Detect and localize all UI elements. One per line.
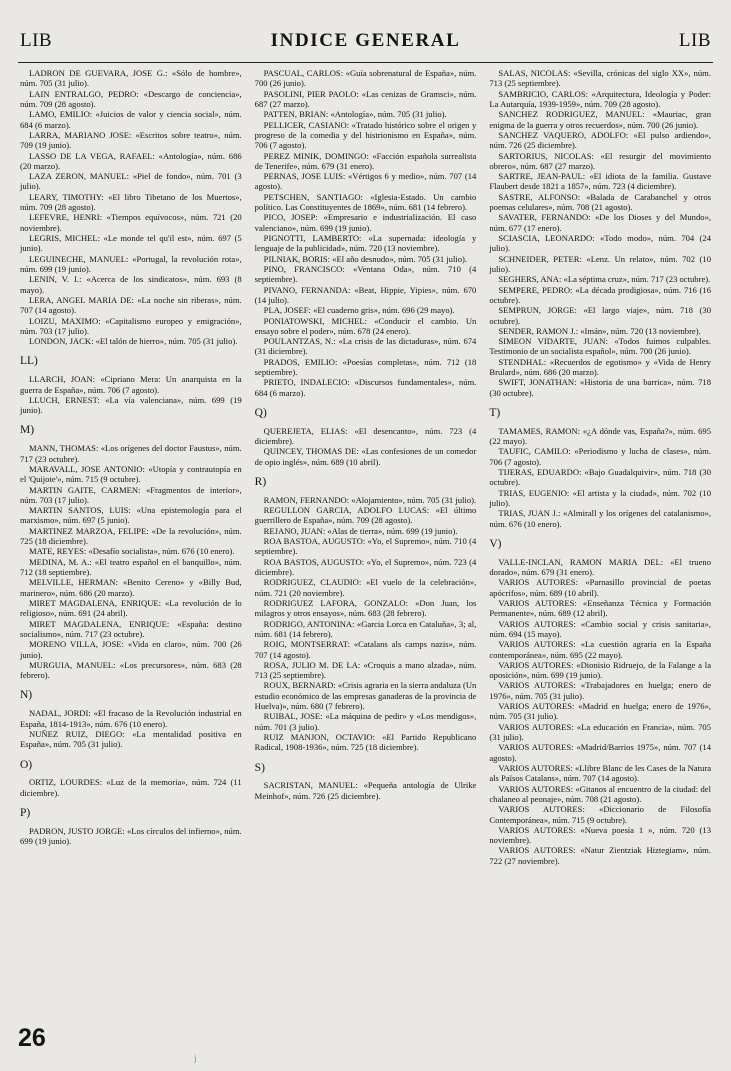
index-entry: SWIFT, JONATHAN: «Historia de una barrica», núm. 718 (30 octubre). bbox=[489, 377, 712, 398]
index-entry: ROUX, BERNARD: «Crisis agraria en la sierra andaluza (Un estudio económico de las empresas ganaderas de la provincia de Huelva)», núm. 680 (7 febrero). bbox=[254, 680, 477, 712]
index-entry: LEFEVRE, HENRI: «Tiempos equívocos», núm. 721 (20 noviembre). bbox=[20, 212, 242, 233]
index-entry: LAMO, EMILIO: «Juicios de valor y ciencia social», núm. 684 (6 marzo). bbox=[20, 109, 242, 130]
index-entry: RODRIGUEZ, CLAUDIO: «El vuelo de la celebración», núm. 721 (20 noviembre). bbox=[254, 577, 477, 598]
index-entry: PIGNOTTI, LAMBERTO: «La supernada: ideología y lenguaje de la publicidad», núm. 720 (13 noviembre). bbox=[254, 233, 477, 254]
index-entry: TRIAS, EUGENIO: «El artista y la ciudad», núm. 702 (10 julio). bbox=[489, 487, 712, 508]
index-entry: TRIAS, JUAN J.: «Almirall y los orígenes del catalanismo», núm. 676 (10 enero). bbox=[489, 508, 712, 529]
running-head-right: LIB bbox=[678, 30, 711, 51]
index-entry: SEMPRUN, JORGE: «El largo viaje», núm. 718 (30 octubre). bbox=[489, 305, 712, 326]
index-entry: MATE, REYES: «Desafío socialista», núm. 676 (10 enero). bbox=[29, 546, 235, 557]
letter-heading: O) bbox=[20, 758, 33, 771]
index-entry: POULANTZAS, N.: «La crisis de las dictaduras», núm. 674 (31 diciembre). bbox=[254, 336, 477, 357]
index-entry: VARIOS AUTORES: «Cambio social y crisis sanitaria», núm. 694 (15 mayo). bbox=[489, 618, 712, 639]
index-entry: LOIZU, MAXIMO: «Capitalismo europeo y emigración», núm. 703 (17 julio). bbox=[20, 315, 242, 336]
index-entry: PADRON, JUSTO JORGE: «Los círculos del infierno», núm. 699 (19 junio). bbox=[20, 825, 242, 847]
index-entry: SALAS, NICOLAS: «Sevilla, crónicas del siglo XX», núm. 713 (25 septiembre). bbox=[489, 68, 712, 89]
index-entry: MIRET MAGDALENA, ENRIQUE: «La revolución de lo religioso», núm. 691 (24 abril). bbox=[20, 597, 242, 619]
index-entry: VARIOS AUTORES: «La cuestión agraria en la España contemporánea», núm. 695 (22 mayo). bbox=[489, 639, 712, 660]
letter-heading: LL) bbox=[20, 355, 38, 368]
index-entry: PINO, FRANCISCO: «Ventana Oda», núm. 710 (4 septiembre). bbox=[254, 263, 477, 285]
letter-heading: N) bbox=[20, 689, 33, 702]
index-entry: ROIG, MONTSERRAT: «Catalans als camps nazis», núm. 707 (14 agosto). bbox=[254, 639, 477, 660]
index-entry: REGULLON GARCIA, ADOLFO LUCAS: «El último guerrillero de España», núm. 709 (28 agosto). bbox=[254, 505, 477, 526]
index-entry: SENDER, RAMON J.: «Imán», núm. 720 (13 noviembre). bbox=[498, 325, 701, 336]
index-entry: SANCHEZ VAQUERO, ADOLFO: «El pulso ardiendo», núm. 726 (25 diciembre). bbox=[489, 129, 712, 151]
index-entry: PERNAS, JOSE LUIS: «Vértigos 6 y medio», núm. 707 (14 agosto). bbox=[254, 171, 477, 192]
index-entry: MARAVALL, JOSE ANTONIO: «Utopía y contrautopía en el 'Quijote'», núm. 715 (9 octubre). bbox=[20, 463, 242, 485]
letter-heading: S) bbox=[254, 761, 265, 774]
index-entry: SCIASCIA, LEONARDO: «Todo modo», núm. 704 (24 julio). bbox=[489, 233, 712, 254]
index-entry: VARIOS AUTORES: «La educación en Francia», núm. 705 (31 julio). bbox=[489, 721, 712, 743]
letter-heading: R) bbox=[254, 476, 267, 489]
index-columns bbox=[20, 68, 711, 1021]
index-entry: VARIOS AUTORES: «Dionisio Ridruejo, de la Falange a la oposición», núm. 699 (19 junio). bbox=[489, 659, 712, 681]
index-entry: PELLICER, CASIANO: «Tratado histórico sobre el origen y progreso de la comedia y del histrionismo en España», núm. 706 (7 agosto). bbox=[254, 119, 477, 151]
index-entry: SEMPERE, PEDRO: «La década prodigiosa», núm. 716 (16 octubre). bbox=[489, 284, 712, 305]
index-entry: PEREZ MINIK, DOMINGO: «Facción española surrealista de Tenerife», núm. 679 (31 enero). bbox=[254, 150, 477, 171]
index-entry: MARTIN SANTOS, LUIS: «Una epistemología para el marxismo», núm. 697 (5 junio). bbox=[20, 505, 242, 526]
index-entry: PONIATOWSKI, MICHEL: «Conducir el cambio. Un ensayo sobre el poder», núm. 678 (24 enero). bbox=[254, 315, 477, 336]
index-entry: VARIOS AUTORES: «Natur Zientziak Hiztegiam», núm. 722 (27 noviembre). bbox=[489, 845, 712, 866]
index-entry: LAIN ENTRALGO, PEDRO: «Descargo de conciencia», núm. 709 (28 agosto). bbox=[20, 88, 242, 109]
index-entry: LLARCH, JOAN: «Cipriano Mera: Un anarquista en la guerra de España», núm. 706 (7 agosto). bbox=[20, 374, 242, 395]
index-entry: PATTEN, BRIAN: «Antología», núm. 705 (31 julio). bbox=[263, 109, 447, 120]
index-entry: PETSCHEN, SANTIAGO: «Iglesia-Estado. Un cambio político. Las Constituyentes de 1869», núm. 681 (14 febrero). bbox=[254, 191, 477, 213]
index-entry: VARIOS AUTORES: «Gitanos al encuentro de la ciudad: del chalaneo al peonaje», núm. 708 (21 agosto). bbox=[489, 783, 712, 804]
letter-heading: Q) bbox=[254, 407, 267, 419]
index-entry: SANCHEZ RODRIGUEZ, MANUEL: «Mauriac, gran enigma de la guerra y otros recuerdos», núm. 700 (26 junio). bbox=[489, 109, 712, 130]
page-title: INDICE GENERAL bbox=[270, 30, 461, 51]
index-entry: SIMEON VIDARTE, JUAN: «Todos fuimos culpables. Testimonio de un socialista español», núm. 700 (26 junio). bbox=[489, 336, 712, 357]
index-entry: TAUFIC, CAMILO: «Periodismo y lucha de clases», núm. 706 (7 agosto). bbox=[489, 446, 712, 467]
index-entry: LEGRIS, MICHEL: «Le monde tel qu'il est», núm. 697 (5 junio). bbox=[20, 233, 242, 254]
index-entry: SARTRE, JEAN-PAUL: «El idiota de la familia. Gustave Flaubert desde 1821 a 1857», núm. 723 (4 diciembre). bbox=[489, 171, 712, 192]
index-entry: VARIOS AUTORES: «Trabajadores en huelga; enero de 1976», núm. 705 (31 julio). bbox=[489, 680, 712, 701]
index-entry: VARIOS AUTORES: «Nueva poesía 1 », núm. 720 (13 noviembre). bbox=[489, 824, 712, 846]
index-column-3 bbox=[489, 68, 711, 1021]
index-entry: MORENO VILLA, JOSE: «Vida en claro», núm. 700 (26 junio). bbox=[20, 639, 242, 660]
index-entry: QUINCEY, THOMAS DE: «Las confesiones de un comedor de opio inglés», núm. 689 (10 abril). bbox=[254, 446, 477, 467]
page-header bbox=[18, 30, 713, 58]
index-entry: ROA BASTOA, AUGUSTO: «Yo, el Supremo», núm. 710 (4 septiembre). bbox=[254, 536, 477, 557]
letter-heading: M) bbox=[20, 424, 35, 437]
index-entry: LEARY, TIMOTHY: «El libro Tibetano de los Muertos», núm. 709 (28 agosto). bbox=[20, 191, 242, 213]
index-entry: ROSA, JULIO M. DE LA: «Croquis a mano alzada», núm. 713 (25 septiembre). bbox=[254, 659, 477, 681]
index-entry: MURGUIA, MANUEL: «Los precursores», núm. 683 (28 febrero). bbox=[20, 659, 242, 681]
index-entry: SAMBRICIO, CARLOS: «Arquitectura, Ideología y Poder: La Autarquía, 1939-1959», núm. 709 (28 agosto). bbox=[489, 88, 712, 109]
index-column-2 bbox=[255, 68, 477, 1021]
index-entry: MELVILLE, HERMAN: «Benito Cereno» y «Billy Bud, marinero», núm. 686 (20 marzo). bbox=[20, 577, 242, 598]
index-entry: MARTINEZ MARZOA, FELIPE: «De la revolución», núm. 725 (18 diciembre). bbox=[20, 525, 242, 547]
index-entry: PLA, JOSEF: «El cuaderno gris», núm. 696 (29 mayo). bbox=[263, 305, 455, 316]
index-entry: LONDON, JACK: «El talón de hierro», núm. 705 (31 julio). bbox=[29, 336, 238, 347]
index-entry: SCHNEIDER, PETER: «Lenz. Un relato», núm. 702 (10 julio). bbox=[489, 253, 712, 274]
index-column-1 bbox=[20, 68, 242, 1021]
index-entry: VARIOS AUTORES: «Madrid en huelga; enero de 1976», núm. 705 (31 julio). bbox=[489, 701, 712, 722]
index-entry: REJANO, JUAN: «Alas de tierra», núm. 699 (19 junio). bbox=[263, 525, 458, 536]
index-entry: VALLE-INCLAN, RAMON MARIA DEL: «El trueno dorado», núm. 679 (31 enero). bbox=[489, 556, 712, 578]
index-entry: SAVATER, FERNANDO: «De los Dioses y del Mundo», núm. 677 (17 enero). bbox=[489, 212, 712, 233]
letter-heading: V) bbox=[489, 537, 502, 550]
page-number: 26 bbox=[18, 1024, 46, 1052]
index-entry: QUEREJETA, ELIAS: «El desencanto», núm. 723 (4 diciembre). bbox=[254, 425, 477, 447]
index-entry: ORTIZ, LOURDES: «Luz de la memoria», núm. 724 (11 diciembre). bbox=[20, 777, 242, 798]
index-entry: SACRISTAN, MANUEL: «Pequeña antología de Ulrike Meinhof», núm. 726 (25 diciembre). bbox=[254, 780, 477, 801]
index-entry: PICO, JOSEP: «Empresario e industrialización. El caso valenciano», núm. 699 (19 junio). bbox=[254, 212, 477, 233]
index-entry: LARRA, MARIANO JOSE: «Escritos sobre teatro», núm. 709 (19 junio). bbox=[20, 129, 242, 151]
index-entry: RUIZ MANJON, OCTAVIO: «El Partido Republicano Radical, 1908-1936», núm. 725 (18 diciembre). bbox=[254, 732, 477, 753]
index-entry: LENIN, V. I.: «Acerca de los sindicatos», núm. 693 (8 mayo). bbox=[20, 274, 242, 295]
index-entry: PRIETO, INDALECIO: «Discursos fundamentales», núm. 684 (6 marzo). bbox=[254, 377, 477, 398]
index-entry: TAMAMES, RAMON: «¿A dónde vas, España?», núm. 695 (22 mayo). bbox=[489, 425, 712, 447]
letter-heading: P) bbox=[20, 806, 31, 819]
index-entry: VARIOS AUTORES: «Diccionario de Filosofía Contemporánea», núm. 715 (9 octubre). bbox=[489, 804, 712, 825]
index-entry: RAMON, FERNANDO: «Alojamiento», núm. 705 (31 julio). bbox=[263, 494, 477, 505]
index-entry: LERA, ANGEL MARIA DE: «La noche sin riberas», núm. 707 (14 agosto). bbox=[20, 294, 242, 316]
index-entry: TIJERAS, EDUARDO: «Bajo Guadalquivir», núm. 718 (30 octubre). bbox=[489, 467, 712, 488]
index-entry: NUÑEZ RUIZ, DIEGO: «La mentalidad positiva en España», núm. 705 (31 julio). bbox=[20, 728, 242, 750]
index-entry: RODRIGO, ANTONINA: «Garcia Lorca en Cataluña», 3; al, núm. 681 (14 febrero). bbox=[254, 618, 477, 639]
index-entry: PASOLINI, PIER PAOLO: «Las cenizas de Gramsci», núm. 687 (27 marzo). bbox=[254, 88, 477, 109]
index-entry: LEGUINECHE, MANUEL: «Portugal, la revolución rota», núm. 699 (19 junio). bbox=[20, 253, 242, 274]
index-entry: MEDINA, M. A.: «El teatro español en el banquillo», núm. 712 (18 septiembre). bbox=[20, 556, 242, 578]
index-entry: RODRIGUEZ LAFORA, GONZALO: «Don Juan, los milagros y otros ensayos», núm. 683 (28 febrero). bbox=[254, 597, 477, 619]
index-entry: LASSO DE LA VEGA, RAFAEL: «Antología», núm. 686 (20 marzo). bbox=[20, 150, 242, 171]
index-entry: SEGHERS, ANA: «La séptima cruz», núm. 717 (23 octubre). bbox=[498, 274, 711, 285]
index-entry: VARIOS AUTORES: «Parnasillo provincial de poetas apócrifos», núm. 689 (10 abril). bbox=[489, 577, 712, 598]
index-entry: ROA BASTOS, AUGUSTO: «Yo, el Supremo», núm. 723 (4 diciembre). bbox=[254, 556, 477, 578]
index-entry: PRADOS, EMILIO: «Poesías completas», núm. 712 (18 septiembre). bbox=[254, 356, 477, 378]
index-entry: VARIOS AUTORES: «Llibre Blanc de les Cases de la Natura als Països Catalans», núm. 707 (14 agosto). bbox=[489, 762, 712, 784]
letter-heading: T) bbox=[489, 407, 501, 419]
index-entry: MIRET MAGDALENA, ENRIQUE: «España: destino socialismo», núm. 717 (23 octubre). bbox=[20, 618, 242, 639]
index-entry: LADRON DE GUEVARA, JOSE G.: «Sólo de hombre», núm. 705 (31 julio). bbox=[20, 68, 242, 89]
index-entry: PIVANO, FERNANDA: «Beat, Hippie, Yipies», núm. 670 (14 julio). bbox=[254, 284, 477, 305]
index-entry: PILNIAK, BORIS: «El año desnudo», núm. 705 (31 julio). bbox=[263, 253, 468, 264]
index-entry: VARIOS AUTORES: «Enseñanza Técnica y Formación Permanente», núm. 689 (12 abril). bbox=[489, 597, 712, 619]
index-entry: LAZA ZERON, MANUEL: «Piel de fondo», núm. 701 (3 julio). bbox=[20, 171, 242, 192]
index-entry: NADAL, JORDI: «El fracaso de la Revolución industrial en España, 1814-1913», núm. 676 (10 enero). bbox=[20, 708, 242, 729]
header-divider bbox=[18, 62, 713, 63]
bottom-mark: j bbox=[194, 1053, 197, 1063]
index-entry: SARTORIUS, NICOLAS: «El resurgir del movimiento obrero», núm. 687 (27 marzo). bbox=[489, 150, 712, 171]
index-entry: MANN, THOMAS: «Los orígenes del doctor Faustus», núm. 717 (23 octubre). bbox=[20, 443, 242, 464]
index-entry: RUIBAL, JOSE: «La máquina de pedir» y «Los mendigos», núm. 701 (3 julio). bbox=[254, 711, 477, 732]
running-head-left: LIB bbox=[20, 30, 53, 51]
index-entry: SASTRE, ALFONSO: «Balada de Carabanchel y otros poemas celulares», núm. 708 (21 agosto). bbox=[489, 191, 712, 213]
index-entry: STENDHAL: «Recuerdos de egotismo» y «Vida de Henry Brulard», núm. 686 (20 marzo). bbox=[489, 356, 712, 378]
index-entry: LLUCH, ERNEST: «La vía valenciana», núm. 699 (19 junio). bbox=[20, 394, 242, 416]
index-entry: PASCUAL, CARLOS: «Guía sobrenatural de España», núm. 700 (26 junio). bbox=[254, 68, 477, 89]
index-entry: MARTIN GAITE, CARMEN: «Fragmentos de interior», núm. 703 (17 julio). bbox=[20, 484, 242, 505]
index-entry: VARIOS AUTORES: «Madrid/Barrios 1975», núm. 707 (14 agosto). bbox=[489, 742, 712, 763]
